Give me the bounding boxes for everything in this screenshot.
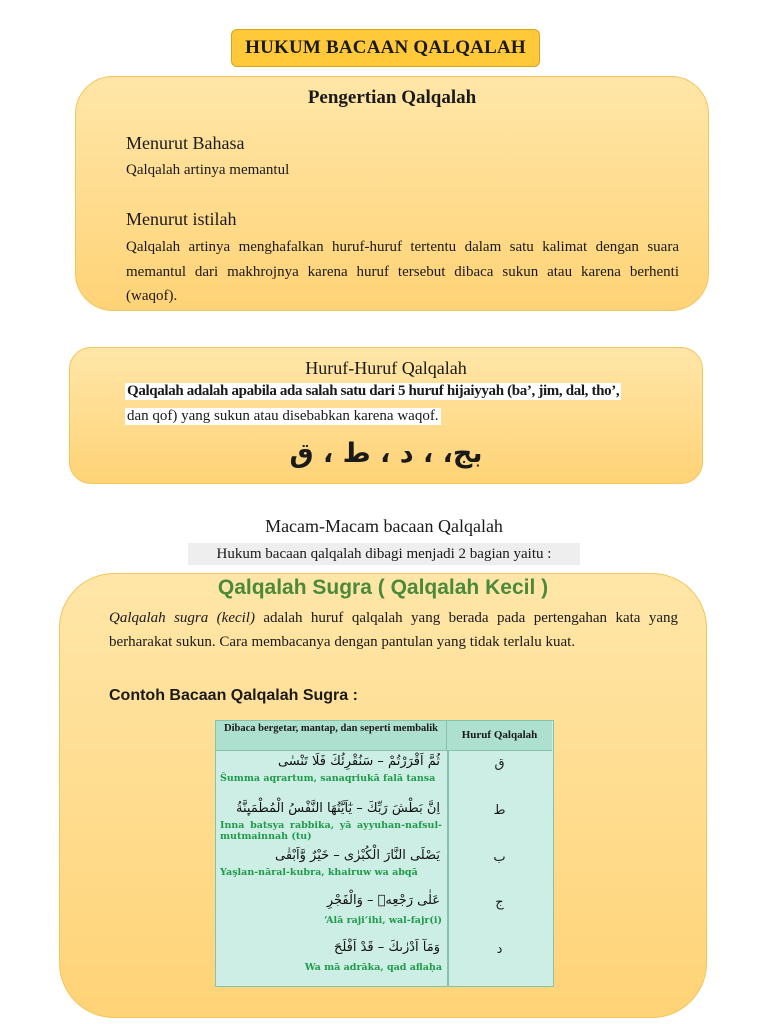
row-letter: ق bbox=[494, 756, 505, 771]
page-title: HUKUM BACAAN QALQALAH bbox=[231, 29, 540, 67]
sugra-description-rest: adalah huruf qalqalah yang berada pada pertengahan kata yang berharakat sukun. Cara membacanya dengan pantulan yang tidak terlalu kuat. bbox=[109, 610, 678, 650]
huruf-panel bbox=[69, 347, 703, 484]
sugra-heading: Qalqalah Sugra ( Qalqalah Kecil ) bbox=[217, 576, 549, 599]
macam-subtitle: Hukum bacaan qalqalah dibagi menjadi 2 bagian yaitu : bbox=[188, 543, 580, 565]
pengertian-heading: Pengertian Qalqalah bbox=[307, 87, 477, 108]
row-letter: ط bbox=[493, 803, 506, 818]
row-arabic: ثُمَّ اَقْرَرْتُمْ – سَنُقْرِئُكَ فَلَا تَنْسٰى bbox=[277, 754, 440, 769]
bahasa-text: Qalqalah artinya memantul bbox=[126, 162, 290, 178]
table-row bbox=[216, 752, 552, 799]
huruf-arabic-letters: بج، ، د ، ط ، ق bbox=[289, 438, 483, 469]
row-arabic: اِنَّ بَطْشَ رَبِّكَ – يٰٓاَيَّتُهَا النَّفْسُ الْمُطْمَىِٕنَّةُ bbox=[236, 801, 440, 816]
row-letter: د bbox=[496, 942, 503, 957]
row-letter: ج bbox=[495, 895, 504, 910]
row-transliteration: ‘Alā raji‘ihi, wal-fajr(i) bbox=[324, 915, 442, 926]
contoh-heading: Contoh Bacaan Qalqalah Sugra : bbox=[109, 687, 358, 704]
row-transliteration: Inna batsya rabbika, yā ayyuhan-nafsul-mutmainnah (tu) bbox=[220, 820, 442, 842]
row-transliteration: Ŝumma aqrartum, sanaqriukā falā tansa bbox=[220, 773, 436, 784]
sugra-term: Qalqalah sugra (kecil) bbox=[109, 610, 255, 626]
contoh-table bbox=[215, 720, 554, 987]
table-row bbox=[216, 891, 552, 938]
sugra-panel bbox=[59, 573, 707, 1018]
huruf-definition-line2: dan qof) yang sukun atau disebabkan karena waqof. bbox=[127, 408, 439, 424]
row-transliteration: Wa mā adrāka, qad aflaḥa bbox=[304, 962, 442, 973]
huruf-heading: Huruf-Huruf Qalqalah bbox=[305, 358, 467, 378]
sugra-description bbox=[109, 606, 678, 654]
huruf-definition-line1: Qalqalah adalah apabila ada salah satu dari 5 huruf hijaiyyah (ba’, jim, dal, tho’, bbox=[127, 383, 620, 399]
row-letter: ب bbox=[493, 850, 506, 865]
row-arabic: عَلٰى رَجْعِهٖ – وَالْفَجْرِ bbox=[326, 893, 440, 908]
istilah-heading: Menurut istilah bbox=[126, 209, 237, 229]
istilah-text: Qalqalah artinya menghafalkan huruf-huruf tertentu dalam satu kalimat dengan suara memantul dari makhrojnya karena huruf tersebut dibaca sukun atau karena berhenti (waqof). bbox=[126, 239, 679, 304]
row-transliteration: Yaşlan-nāral-kubra, khairuw wa abqā bbox=[220, 867, 418, 878]
table-row bbox=[216, 938, 552, 985]
row-arabic: وَمَآ اَدْرٰىكَ – قَدْ اَفْلَحَ bbox=[333, 940, 440, 955]
table-row bbox=[216, 846, 552, 893]
table-header-right: Huruf Qalqalah bbox=[447, 721, 552, 751]
row-arabic: يَصْلَى النَّارَ الْكُبْرٰى – خَيْرٌ وَّاَبْقٰى bbox=[274, 848, 440, 863]
table-row bbox=[216, 799, 552, 846]
table-header-left: Dibaca bergetar, mantap, dan seperti membalik bbox=[216, 721, 447, 751]
bahasa-heading: Menurut Bahasa bbox=[126, 133, 245, 153]
pengertian-panel bbox=[75, 76, 709, 311]
macam-heading: Macam-Macam bacaan Qalqalah bbox=[265, 516, 503, 536]
